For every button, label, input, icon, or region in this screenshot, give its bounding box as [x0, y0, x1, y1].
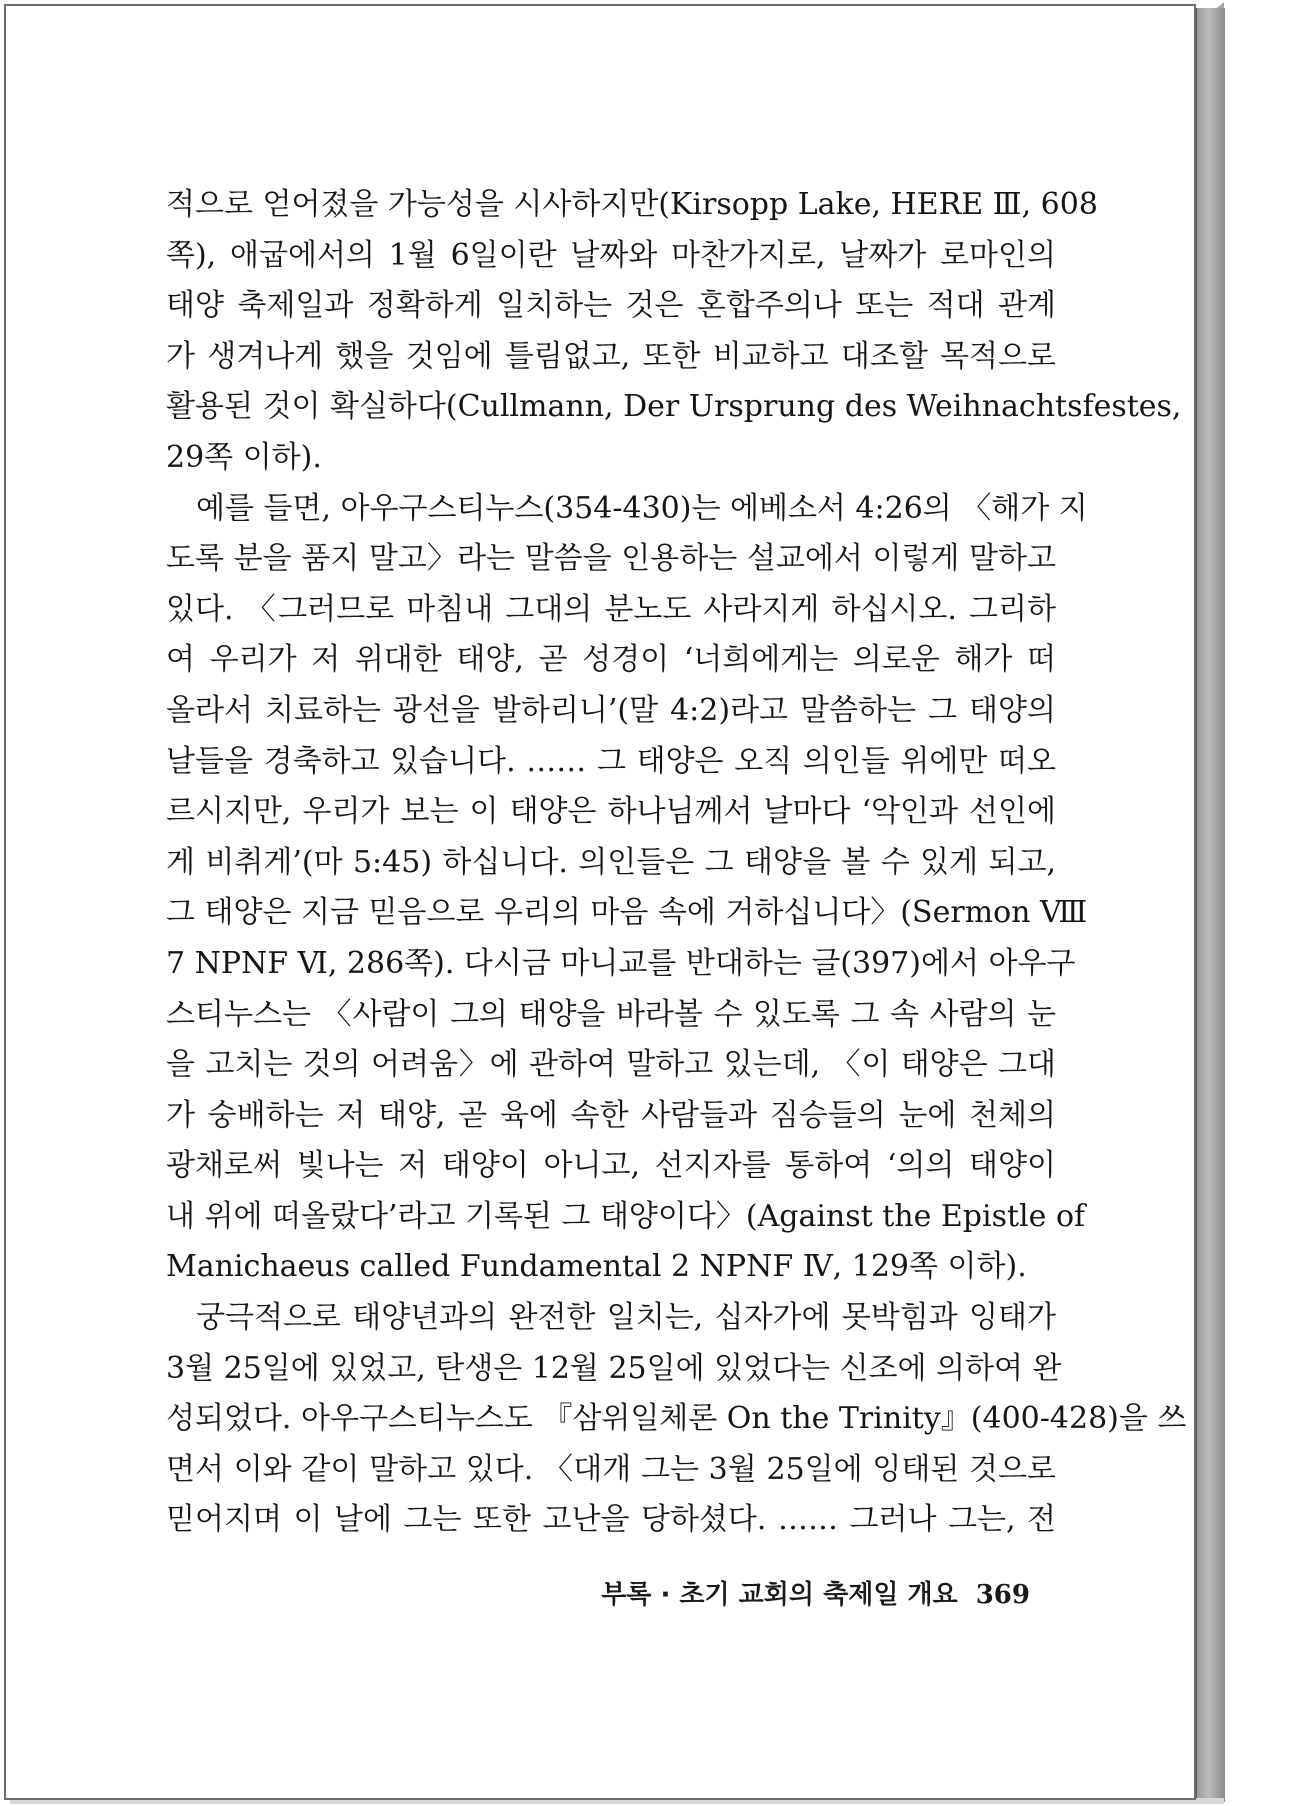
body-text	[166, 180, 1187, 1546]
text-line: 을 고치는 것의 어려움〉에 관하여 말하고 있는데, 〈이 태양은 그대	[166, 1047, 1056, 1083]
text-line: 르시지만, 우리가 보는 이 태양은 하나님께서 날마다 ‘악인과 선인에	[166, 794, 1056, 830]
text-line: 성되었다. 아우구스티누스도 『삼위일체론 On the Trinity』(400-428)을 쓰	[166, 1401, 1187, 1437]
text-line: 도록 분을 품지 말고〉라는 말씀을 인용하는 설교에서 이렇게 말하고	[166, 541, 1056, 577]
text-line: 29쪽 이하).	[166, 439, 322, 475]
text-line: 궁극적으로 태양년과의 완전한 일치는, 십자가에 못박힘과 잉태가	[196, 1300, 1056, 1336]
running-head: 부록 · 초기 교회의 축제일 개요	[601, 1580, 958, 1610]
text-line: 광채로써 빛나는 저 태양이 아니고, 선지자를 통하여 ‘의의 태양이	[166, 1148, 1056, 1184]
text-line: 7 NPNF Ⅵ, 286쪽). 다시금 마니교를 반대하는 글(397)에서 아우구	[166, 945, 1076, 981]
text-line: 여 우리가 저 위대한 태양, 곧 성경이 ‘너희에게는 의로운 해가 떠	[166, 642, 1056, 678]
text-line: 있다. 〈그러므로 마침내 그대의 분노도 사라지게 하십시오. 그리하	[166, 591, 1056, 627]
text-line: 날들을 경축하고 있습니다. …… 그 태양은 오직 의인들 위에만 떠오	[166, 743, 1056, 779]
text-line: 3월 25일에 있었고, 탄생은 12월 25일에 있었다는 신조에 의하여 완	[166, 1350, 1062, 1386]
page-footer	[600, 1574, 1030, 1611]
text-line: 게 비취게’(마 5:45) 하십니다. 의인들은 그 태양을 볼 수 있게 되고,	[166, 844, 1056, 880]
page-number: 369	[975, 1580, 1030, 1610]
text-line: 내 위에 떠올랐다’라고 기록된 그 태양이다〉(Against the Epistle of	[166, 1198, 1086, 1234]
text-line: 가 숭배하는 저 태양, 곧 육에 속한 사람들과 짐승들의 눈에 천체의	[166, 1097, 1056, 1133]
text-line: 적으로 얻어졌을 가능성을 시사하지만(Kirsopp Lake, HERE Ⅲ, 608	[166, 187, 1098, 222]
text-line: 태양 축제일과 정확하게 일치하는 것은 혼합주의나 또는 적대 관계	[166, 288, 1056, 324]
text-line: 올라서 치료하는 광선을 발하리니’(말 4:2)라고 말씀하는 그 태양의	[166, 692, 1056, 728]
text-line: 면서 이와 같이 말하고 있다. 〈대개 그는 3월 25일에 잉태된 것으로	[166, 1451, 1056, 1487]
text-line: 쪽), 애굽에서의 1월 6일이란 날짜와 마찬가지로, 날짜가 로마인의	[166, 237, 1056, 273]
text-line: 활용된 것이 확실하다(Cullmann, Der Ursprung des Weihnachtsfestes,	[166, 389, 1182, 425]
page-stack-edge	[1196, 8, 1225, 1802]
text-line: Manichaeus called Fundamental 2 NPNF Ⅳ, 129쪽 이하).	[166, 1249, 1027, 1285]
text-line: 가 생겨나게 했을 것임에 틀림없고, 또한 비교하고 대조할 목적으로	[166, 338, 1056, 374]
text-line: 스티누스는 〈사람이 그의 태양을 바라볼 수 있도록 그 속 사람의 눈	[166, 996, 1056, 1032]
text-line: 예를 들면, 아우구스티누스(354-430)는 에베소서 4:26의 〈해가 지	[196, 490, 1088, 526]
text-line: 믿어지며 이 날에 그는 또한 고난을 당하셨다. …… 그러나 그는, 전	[166, 1502, 1056, 1538]
text-line: 그 태양은 지금 믿음으로 우리의 마음 속에 거하십니다〉(Sermon Ⅷ	[166, 895, 1088, 931]
